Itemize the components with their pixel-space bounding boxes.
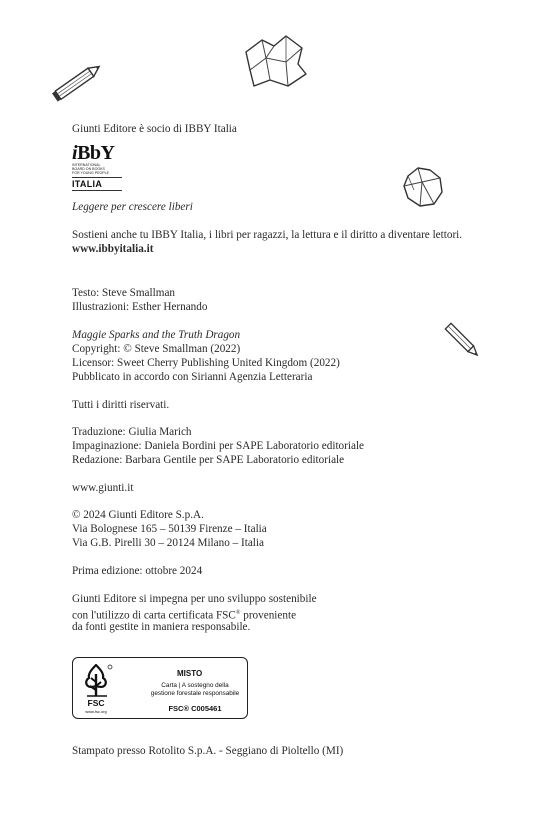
printer-text: Stampato presso Rotolito S.p.A. - Seggiano di Pioltello (MI) [72,745,344,757]
original-copyright: Copyright: © Steve Smallman (2022) [72,343,241,355]
ibby-motto: Leggere per crescere liberi [72,201,193,213]
ibby-logo-subtitle: INTERNATIONAL BOARD ON BOOKS FOR YOUNG PEOPLE [72,163,110,175]
fsc-mix-title: MISTO [177,669,203,678]
original-agency: Pubblicato in accordo con Sirianni Agenzia Letteraria [72,371,313,383]
ibby-logo-country: ITALIA [72,179,103,189]
edition-text: Prima edizione: ottobre 2024 [72,565,203,577]
sustainability-line-3: da fonti gestite in maniera responsabile. [72,621,251,633]
fsc-label-box [72,657,248,719]
pencil-doodle [48,60,106,104]
ibby-support-text: Sostieni anche tu IBBY Italia, i libri per ragazzi, la lettura e il diritto a diventare lettori. [72,229,463,241]
publisher-address-florence: Via Bolognese 165 – 50139 Firenze – Italia [72,523,267,535]
fsc-label-text: FSC [87,698,105,708]
credit-illustrations: Illustrazioni: Esther Hernando [72,301,208,313]
ibby-logo-mark: iBbY [72,142,115,164]
fsc-tree-logo-icon [79,662,113,698]
staff-translation: Traduzione: Giulia Marich [72,426,192,438]
pencil-small-doodle [440,318,486,364]
sustainability-line-1: Giunti Editore si impegna per uno sviluppo sostenibile [72,593,317,605]
publisher-address-milan: Via G.B. Pirelli 30 – 20124 Milano – Italia [72,537,264,549]
crumpled-paper-ball-doodle [400,164,446,210]
original-licensor: Licensor: Sweet Cherry Publishing United Kingdom (2022) [72,357,340,369]
rights-reserved: Tutti i diritti riservati. [72,399,170,411]
staff-layout: Impaginazione: Daniela Bordini per SAPE Laboratorio editoriale [72,440,365,452]
sustainability-line-2: con l'utilizzo di carta certificata FSC® proveniente [72,609,297,622]
ibby-url-link[interactable]: www.ibbyitalia.it [72,243,154,255]
publisher-copyright: © 2024 Giunti Editore S.p.A. [72,509,204,521]
credit-text: Testo: Steve Smallman [72,287,175,299]
fsc-description: Carta | A sostegno della gestione forestale responsabile [150,682,240,697]
ibby-member-text: Giunti Editore è socio di IBBY Italia [72,123,237,135]
fsc-url: www.fsc.org [85,709,107,714]
staff-editing: Redazione: Barbara Gentile per SAPE Laboratorio editoriale [72,454,345,466]
publisher-url-link[interactable]: www.giunti.it [72,482,134,494]
crumpled-paper-doodle [240,34,310,90]
original-title: Maggie Sparks and the Truth Dragon [72,329,241,341]
fsc-license-code: FSC® C005461 [168,704,222,713]
ibby-logo [72,144,122,191]
